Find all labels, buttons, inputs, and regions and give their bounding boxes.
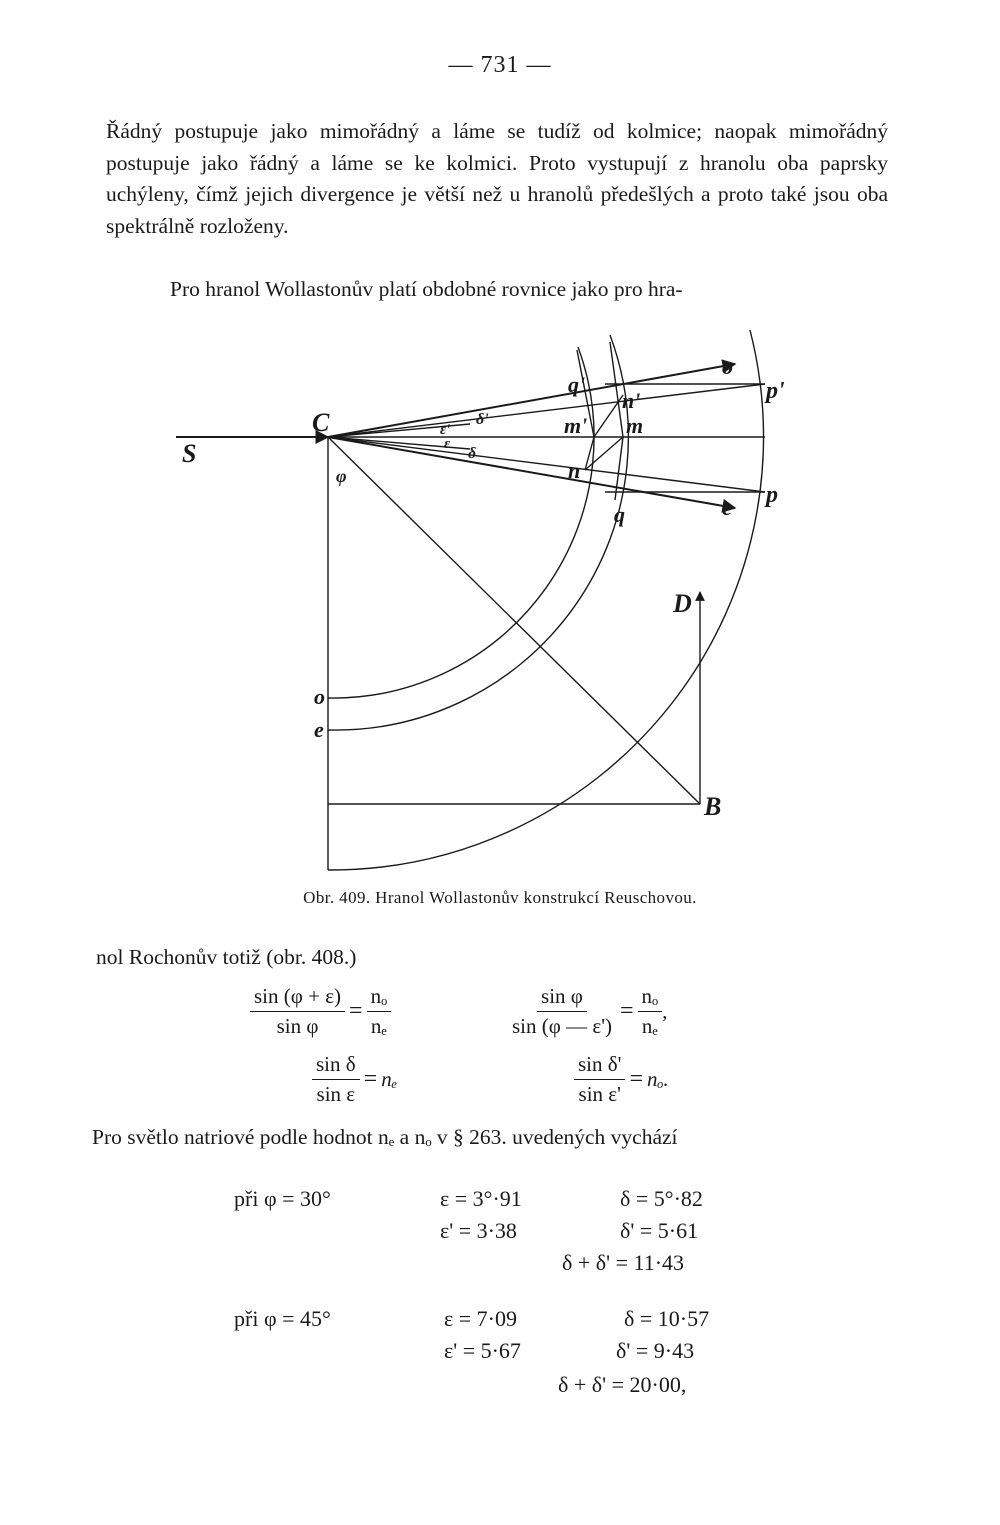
label-C: C — [312, 408, 330, 437]
label-eps: ε — [444, 436, 451, 452]
ray-o — [328, 364, 735, 437]
label-phi: φ — [336, 466, 347, 486]
eq3-rhs: nₑ — [381, 1067, 398, 1091]
label-m: m — [626, 413, 644, 438]
delta-30: δ = 5°·82 — [620, 1186, 703, 1211]
paragraph-2: Pro hranol Wollastonův platí obdobné rovnice jako pro hra- — [170, 277, 683, 301]
label-p-prime: p' — [766, 378, 785, 404]
construction-n-prime-m-prime — [594, 395, 623, 437]
label-D: D — [673, 589, 692, 618]
eq2-num: sin φ — [537, 984, 587, 1012]
eq3-den: sin ε — [316, 1082, 356, 1106]
eq4-num: sin δ' — [574, 1052, 625, 1080]
page-number: — 731 — — [448, 52, 552, 78]
label-n-prime: n' — [622, 388, 641, 413]
eps-prime-30: ε' = 3·38 — [440, 1218, 517, 1243]
eq4-den: sin ε' — [578, 1082, 621, 1106]
sum-30: δ + δ' = 11·43 — [562, 1250, 685, 1275]
eq2-tail: , — [662, 999, 668, 1023]
label-n: n — [568, 458, 581, 483]
ray-to-p-prime — [328, 384, 765, 437]
label-p: p — [766, 482, 778, 508]
label-o-ray: o — [722, 354, 733, 379]
delta-45: δ = 10·57 — [624, 1306, 710, 1331]
ray-to-p — [328, 437, 765, 492]
paragraph-4: Pro světlo natriové podle hodnot nₑ a nₒ v § 263. uvedených vychází — [92, 1125, 678, 1149]
label-delta: δ — [468, 445, 477, 462]
cond-30: při φ = 30° — [234, 1186, 331, 1211]
eq2-rden: nₑ — [641, 1014, 658, 1038]
eq1-rden: nₑ — [370, 1014, 387, 1038]
eps-prime-45: ε' = 5·67 — [444, 1338, 521, 1363]
label-eps-prime: ε' — [440, 422, 451, 438]
eq2-den: sin (φ — ε') — [512, 1014, 612, 1038]
equation-2: $\frac{\text{sin φ}}{\sin (\varphi — \varepsilon')}$ = $\frac{\text{nₒ}}{\text{nₑ}}$ , — [508, 984, 667, 1039]
eq2-rnum: nₒ — [638, 984, 663, 1012]
eq1-num: sin (φ + ε) — [250, 984, 345, 1012]
label-e-arc: e — [314, 717, 324, 742]
eps-45: ε = 7·09 — [444, 1306, 517, 1331]
label-q-prime: q' — [568, 372, 586, 397]
paragraph-3: nol Rochonův totiž (obr. 408.) — [96, 945, 357, 969]
eq3-num: sin δ — [312, 1052, 360, 1080]
delta-prime-30: δ' = 5·61 — [620, 1218, 699, 1243]
figure-caption: Obr. 409. Hranol Wollastonův konstrukcí Reuschovou. — [303, 888, 697, 907]
equation-3: $\frac{\text{sin δ}}{\text{sin ε}}$ = nₑ — [312, 1052, 397, 1107]
arc-o — [328, 347, 594, 698]
label-q: q — [614, 502, 625, 527]
label-delta-prime: δ' — [476, 411, 489, 428]
eq1-den: sin φ — [276, 1014, 319, 1038]
equation-1: $\frac{\sin (\varphi + \varepsilon)}{\text{sin φ}}$ = $\frac{\text{nₒ}}{\text{nₑ}}$ — [250, 984, 391, 1039]
equation-4: $\frac{\text{sin δ'}}{\text{sin ε'}}$ = nₒ. — [574, 1052, 669, 1107]
paragraph-1: Řádný postupuje jako mimořádný a láme se tudíž od kolmice; naopak mimořádný postupuje jako řádný a láme se ke kolmici. Proto vystupují z hranolu oba paprsky uchýleny, čímž jejich divergence je větší než u hranolů předešlých a proto také jsou oba spektrálně rozloženy. — [106, 119, 888, 238]
construction-m-q — [615, 437, 623, 500]
cond-45: při φ = 45° — [234, 1306, 331, 1331]
eq4-rhs: nₒ. — [646, 1067, 669, 1091]
label-B: B — [704, 792, 722, 821]
eps-30: ε = 3°·91 — [440, 1186, 522, 1211]
eq1-rnum: nₒ — [367, 984, 392, 1012]
sum-45: δ + δ' = 20·00, — [558, 1372, 687, 1397]
construction-n — [585, 437, 623, 470]
delta-prime-45: δ' = 9·43 — [616, 1338, 695, 1363]
label-e-ray: e — [722, 495, 732, 520]
label-o-arc: o — [314, 684, 325, 709]
label-S: S — [182, 439, 197, 468]
label-m-prime: m' — [564, 413, 588, 438]
